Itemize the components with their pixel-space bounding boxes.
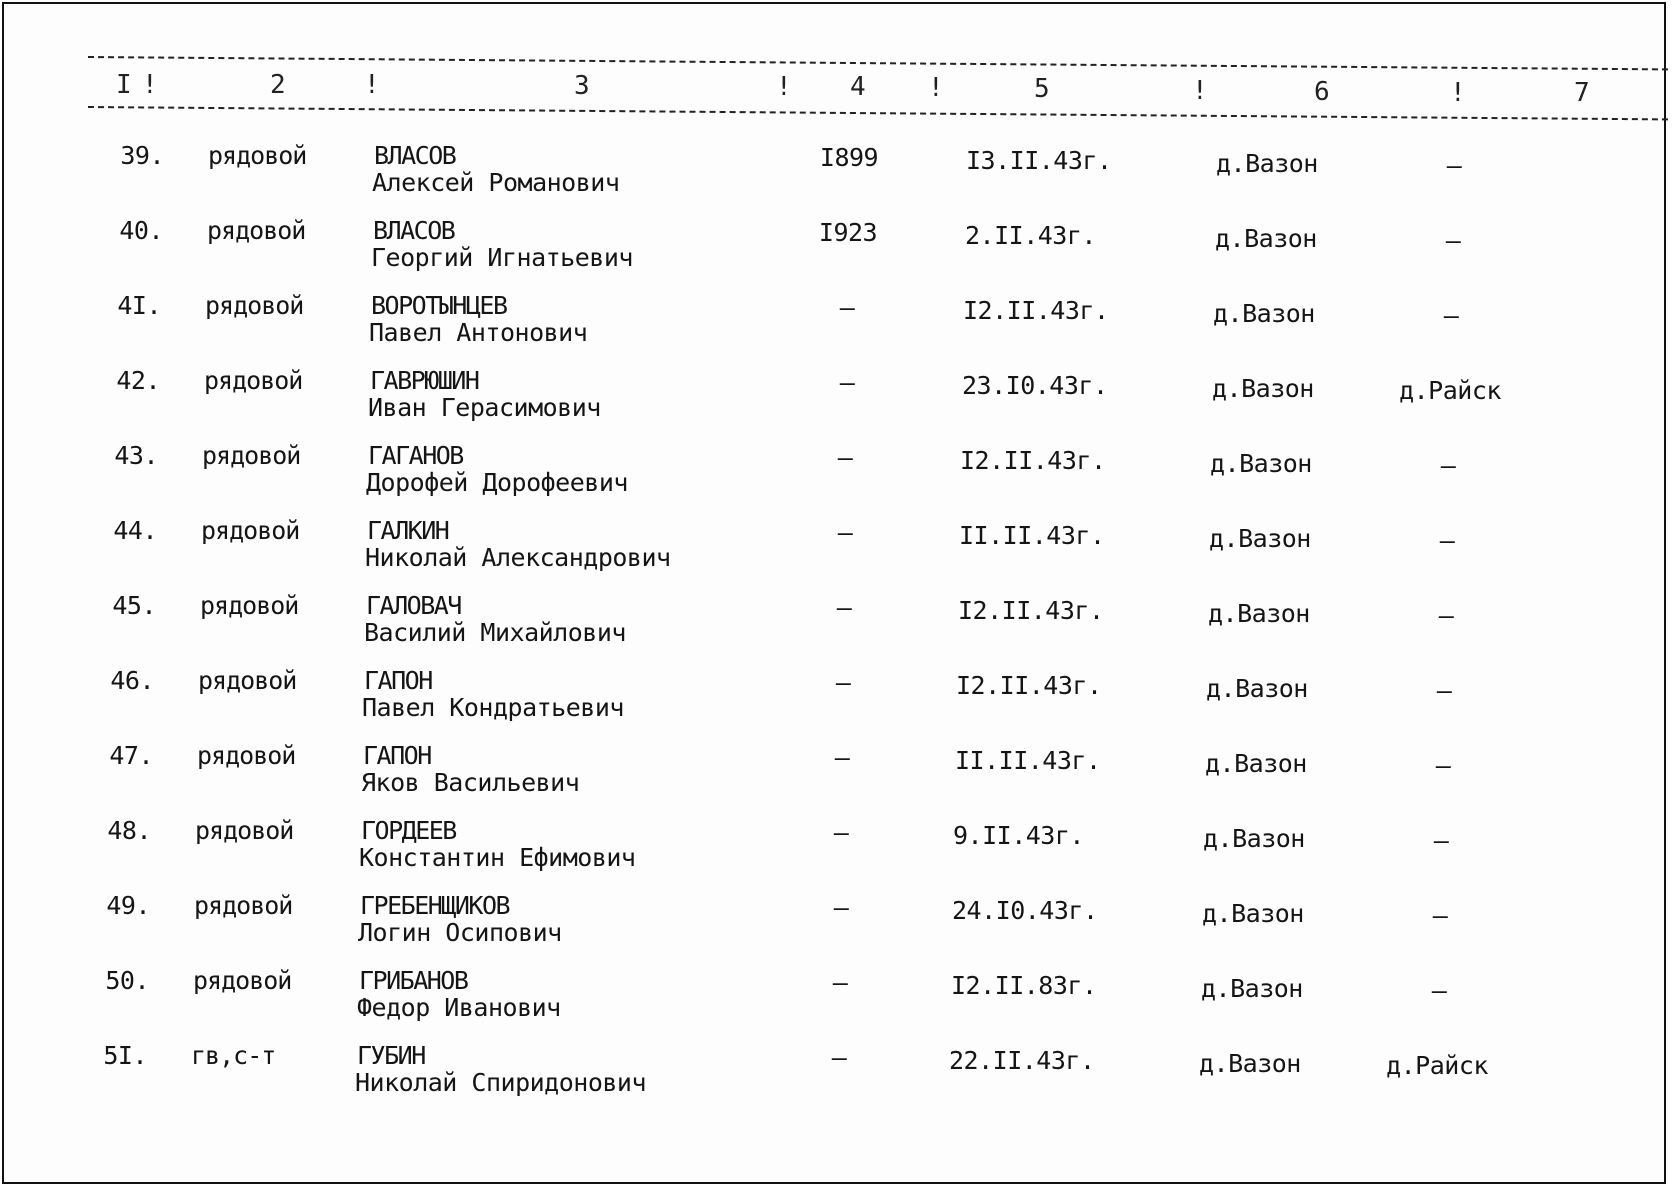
death-date: II.II.43г. bbox=[959, 521, 1105, 550]
death-place: д.Вазон bbox=[1205, 749, 1307, 778]
death-place: д.Вазон bbox=[1209, 524, 1311, 553]
death-place: д.Вазон bbox=[1199, 1049, 1301, 1078]
burial-place: – bbox=[1446, 151, 1462, 180]
death-date: 2.II.43г. bbox=[965, 221, 1096, 250]
full-name: Логин Осипович bbox=[358, 918, 562, 947]
burial-place: – bbox=[1432, 901, 1448, 930]
rank: рядовой bbox=[193, 966, 292, 995]
surname: ГАЛКИН bbox=[367, 516, 449, 545]
rank: гв,с-т bbox=[191, 1041, 276, 1070]
surname: ГРИБАНОВ bbox=[359, 966, 468, 995]
full-name: Василий Михайлович bbox=[364, 618, 626, 647]
header-separator: ! bbox=[1192, 76, 1208, 106]
rank: рядовой bbox=[207, 216, 306, 245]
row-number: 39. bbox=[120, 141, 164, 170]
death-date: II.II.43г. bbox=[955, 746, 1101, 775]
surname: ГАПОН bbox=[363, 741, 431, 770]
death-place: д.Вазон bbox=[1210, 449, 1312, 478]
death-place: д.Вазон bbox=[1201, 974, 1303, 1003]
burial-place: – bbox=[1435, 751, 1451, 780]
birth-year: – bbox=[831, 1043, 847, 1072]
birth-year: – bbox=[839, 293, 855, 322]
death-place: д.Вазон bbox=[1212, 374, 1314, 403]
rank: рядовой bbox=[194, 891, 293, 920]
surname: ГРЕБЕНЩИКОВ bbox=[360, 891, 510, 920]
row-number: 46. bbox=[110, 666, 154, 695]
header-col-5: 5 bbox=[1034, 74, 1050, 104]
full-name: Павел Кондратьевич bbox=[362, 693, 624, 722]
header-col-4: 4 bbox=[850, 72, 866, 102]
burial-place: – bbox=[1433, 826, 1449, 855]
row-number: 47. bbox=[109, 741, 153, 770]
death-date: 22.II.43г. bbox=[949, 1046, 1095, 1075]
birth-year: I899 bbox=[819, 143, 879, 172]
burial-place: – bbox=[1445, 226, 1461, 255]
burial-place: – bbox=[1431, 976, 1447, 1005]
full-name: Алексей Романович bbox=[372, 168, 620, 197]
surname: ГОРДЕЕВ bbox=[361, 816, 456, 845]
birth-year: – bbox=[834, 743, 850, 772]
burial-place: – bbox=[1439, 526, 1455, 555]
full-name: Иван Герасимович bbox=[368, 393, 601, 422]
burial-place: д.Райск bbox=[1386, 1051, 1488, 1080]
full-name: Дорофей Дорофеевич bbox=[366, 468, 628, 497]
row-number: 50. bbox=[105, 966, 149, 995]
row-number: 48. bbox=[107, 816, 151, 845]
surname: ГАПОН bbox=[364, 666, 432, 695]
burial-place: – bbox=[1438, 601, 1454, 630]
death-date: I2.II.43г. bbox=[956, 671, 1102, 700]
row-number: 5I. bbox=[103, 1041, 147, 1070]
death-place: д.Вазон bbox=[1208, 599, 1310, 628]
full-name: Николай Александрович bbox=[365, 543, 671, 572]
birth-year: – bbox=[837, 518, 853, 547]
header-bottom-dashed-line bbox=[88, 106, 1668, 120]
full-name: Николай Спиридонович bbox=[355, 1068, 647, 1097]
burial-place: д.Райск bbox=[1399, 376, 1501, 405]
death-date: 9.II.43г. bbox=[953, 821, 1084, 850]
rank: рядовой bbox=[200, 591, 299, 620]
death-date: I3.II.43г. bbox=[966, 146, 1112, 175]
rank: рядовой bbox=[201, 516, 300, 545]
death-place: д.Вазон bbox=[1215, 224, 1317, 253]
death-date: I2.II.43г. bbox=[960, 446, 1106, 475]
full-name: Федор Иванович bbox=[357, 993, 561, 1022]
full-name: Яков Васильевич bbox=[361, 768, 580, 797]
rank: рядовой bbox=[195, 816, 294, 845]
burial-place: – bbox=[1436, 676, 1452, 705]
header-separator: ! bbox=[928, 73, 944, 103]
death-date: I2.II.43г. bbox=[963, 296, 1109, 325]
birth-year: – bbox=[839, 368, 855, 397]
header-separator: ! bbox=[142, 70, 158, 100]
header-separator: ! bbox=[364, 70, 380, 100]
surname: ГАЛОВАЧ bbox=[366, 591, 461, 620]
birth-year: – bbox=[836, 593, 852, 622]
death-place: д.Вазон bbox=[1203, 824, 1305, 853]
surname: ВЛАСОВ bbox=[374, 141, 456, 170]
surname: ГУБИН bbox=[357, 1041, 425, 1070]
full-name: Павел Антонович bbox=[369, 318, 588, 347]
document-page bbox=[2, 2, 1666, 1184]
row-number: 42. bbox=[116, 366, 160, 395]
birth-year: – bbox=[835, 668, 851, 697]
row-number: 40. bbox=[119, 216, 163, 245]
birth-year: I923 bbox=[818, 218, 878, 247]
rank: рядовой bbox=[208, 141, 307, 170]
birth-year: – bbox=[833, 893, 849, 922]
full-name: Георгий Игнатьевич bbox=[371, 243, 633, 272]
death-date: I2.II.43г. bbox=[958, 596, 1104, 625]
birth-year: – bbox=[832, 968, 848, 997]
row-number: 44. bbox=[113, 516, 157, 545]
rank: рядовой bbox=[202, 441, 301, 470]
rank: рядовой bbox=[198, 666, 297, 695]
full-name: Константин Ефимович bbox=[359, 843, 636, 872]
death-place: д.Вазон bbox=[1216, 149, 1318, 178]
death-place: д.Вазон bbox=[1206, 674, 1308, 703]
header-col-2: 2 bbox=[270, 70, 286, 100]
rank: рядовой bbox=[197, 741, 296, 770]
header-separator: ! bbox=[776, 72, 792, 102]
birth-year: – bbox=[833, 818, 849, 847]
surname: ГАГАНОВ bbox=[368, 441, 463, 470]
row-number: 43. bbox=[114, 441, 158, 470]
row-number: 4I. bbox=[117, 291, 161, 320]
header-col-1: I bbox=[116, 70, 132, 100]
death-date: I2.II.83г. bbox=[951, 971, 1097, 1000]
surname: ГАВРЮШИН bbox=[370, 366, 479, 395]
header-col-3: 3 bbox=[574, 71, 590, 101]
surname: ВОРОТЫНЦЕВ bbox=[371, 291, 507, 320]
surname: ВЛАСОВ bbox=[373, 216, 455, 245]
death-place: д.Вазон bbox=[1213, 299, 1315, 328]
burial-place: – bbox=[1440, 451, 1456, 480]
death-place: д.Вазон bbox=[1202, 899, 1304, 928]
death-date: 23.I0.43г. bbox=[962, 371, 1108, 400]
row-number: 49. bbox=[106, 891, 150, 920]
death-date: 24.I0.43г. bbox=[952, 896, 1098, 925]
birth-year: – bbox=[837, 443, 853, 472]
header-top-dashed-line bbox=[88, 56, 1668, 70]
burial-place: – bbox=[1443, 301, 1459, 330]
header-col-6: 6 bbox=[1314, 77, 1330, 107]
rank: рядовой bbox=[205, 291, 304, 320]
rank: рядовой bbox=[204, 366, 303, 395]
row-number: 45. bbox=[112, 591, 156, 620]
header-col-7: 7 bbox=[1574, 78, 1590, 108]
header-separator: ! bbox=[1450, 78, 1466, 108]
